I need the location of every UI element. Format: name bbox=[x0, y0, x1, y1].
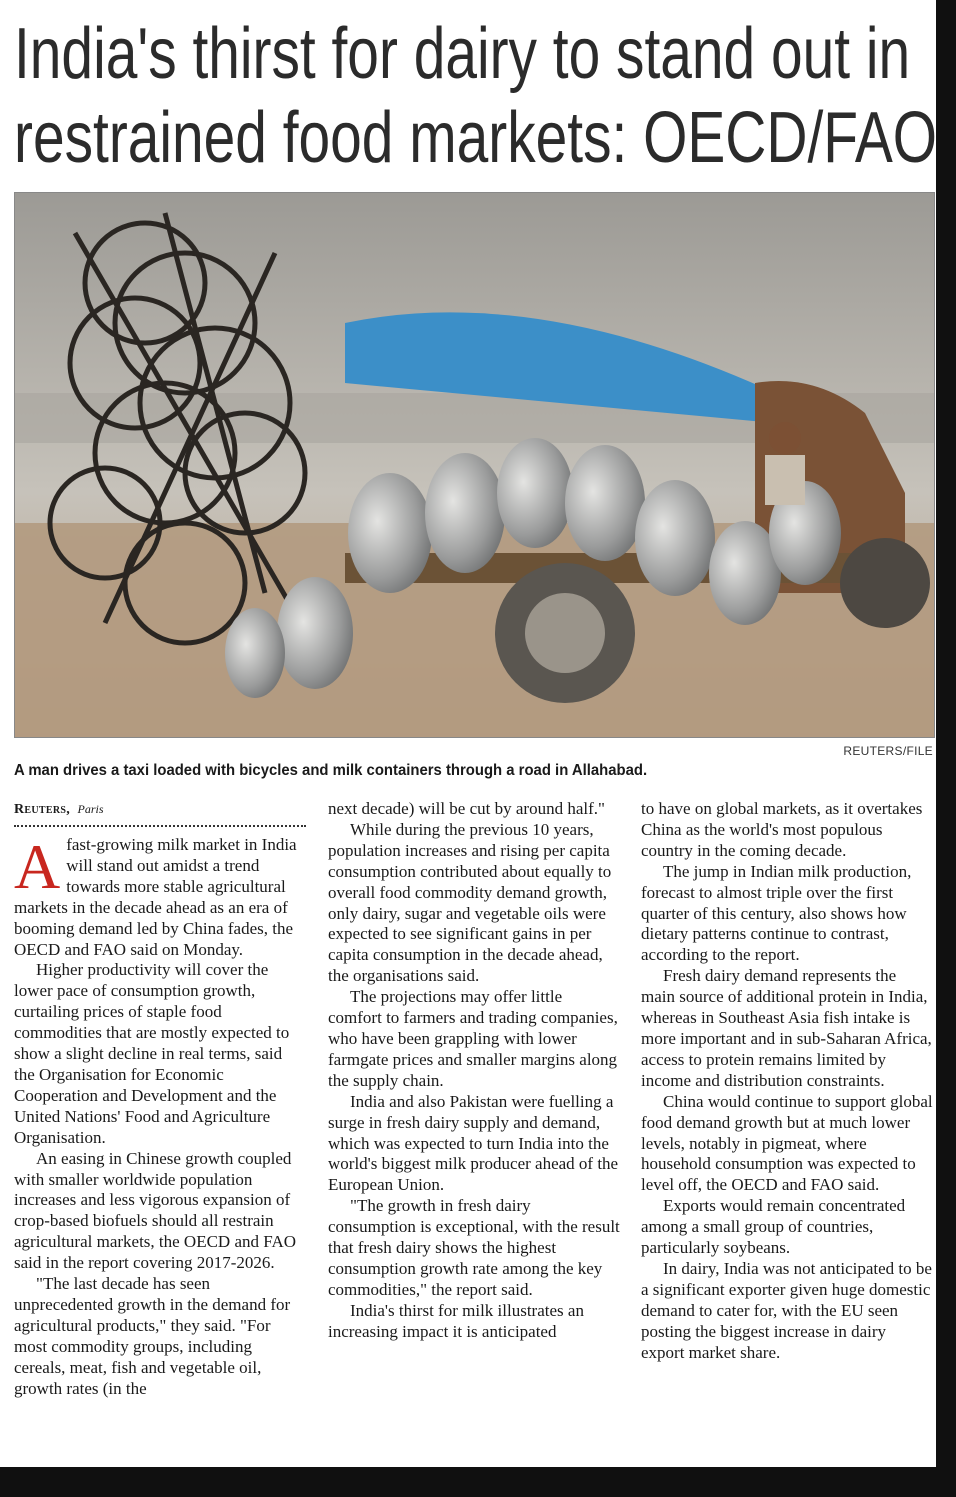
driver bbox=[765, 422, 805, 505]
paragraph: China would continue to support global food demand growth but at much lower levels, notably in pigmeat, where household consumption was expected to level off, the OECD and FAO said. bbox=[641, 1091, 933, 1195]
paragraph: While during the previous 10 years, population increases and rising per capita consumption contributed about equally to overall food commodity demand growth, only dairy, sugar and vegetable oils were expected to see significant gains in per capita consumption in the decade ahead, the organisations said. bbox=[328, 819, 612, 986]
paragraph: "The last decade has seen unprecedented growth in the demand for agricultural products," they said. "For most commodity groups, including cereals, meat, fish and vegetable oil, growth rates (in the bbox=[14, 1274, 291, 1398]
paragraph: next decade) will be cut by around half." bbox=[328, 799, 605, 818]
byline bbox=[14, 799, 306, 819]
paragraph: An easing in Chinese growth coupled with smaller worldwide population increases and less vigorous expansion of crop-based biofuels should all restrain agricultural markets, the OECD and FAO said in the report covering 2017-2026. bbox=[14, 1148, 297, 1273]
article-column-2 bbox=[328, 799, 620, 1467]
front-wheel bbox=[840, 538, 930, 628]
paragraph: to have on global markets, as it overtakes China as the world's most populous country in the coming decade. bbox=[641, 799, 923, 860]
headline-line-1: India's thirst for dairy to stand out in bbox=[14, 14, 911, 94]
paragraph: Exports would remain concentrated among a small group of countries, particularly soybeans. bbox=[641, 1196, 906, 1258]
headline bbox=[14, 12, 938, 180]
paragraph: India's thirst for milk illustrates an increasing impact it is anticipated bbox=[328, 1300, 584, 1341]
paragraph: In dairy, India was not anticipated to be a significant exporter given huge domestic demand to cater for, with the EU seen posting the biggest increase in dairy export market share. bbox=[641, 1258, 932, 1362]
headline-line-2: restrained food markets: OECD/FAO bbox=[14, 98, 938, 178]
article-column-1 bbox=[14, 799, 306, 1467]
byline-location: Paris bbox=[77, 802, 104, 816]
paragraph bbox=[14, 831, 306, 960]
article-column-3 bbox=[641, 799, 933, 1467]
paragraph: Fresh dairy demand represents the main source of additional protein in India, whereas in Southeast Asia fish intake is more important and in sub-Saharan Africa, access to protein remains limited by income and distribution constraints. bbox=[641, 966, 932, 1090]
byline-agency: Reuters, bbox=[14, 802, 71, 817]
paragraph: Higher productivity will cover the lower pace of consumption growth, curtailing prices of staple food commodities that are mostly expected to show a slight decline in real terms, said the Organisation for Economic Cooperation and Development and the United Nations' Food and Agriculture Organisation. bbox=[14, 960, 290, 1147]
photo-caption: A man drives a taxi loaded with bicycles and milk containers through a road in Allahabad. bbox=[14, 762, 648, 779]
page-edge-right bbox=[936, 0, 956, 1497]
news-photo bbox=[14, 192, 935, 738]
photo-illustration bbox=[15, 193, 934, 737]
dotted-divider bbox=[14, 825, 306, 827]
paragraph: The jump in Indian milk production, forecast to almost triple over the first quarter of this century, also shows how dietary patterns continue to contrast, according to the report. bbox=[641, 861, 912, 965]
paragraph-text: fast-growing milk market in India will stand out amidst a trend towards more stable agricultural markets in the decade ahead as an era of booming demand led by China fades, the OECD and FAO said on Monday. bbox=[14, 835, 297, 959]
page-edge-bottom bbox=[0, 1467, 956, 1497]
paragraph: The projections may offer little comfort to farmers and trading companies, who have been grappling with lower farmgate prices and smaller margins along the supply chain. bbox=[328, 987, 618, 1090]
drop-cap: A bbox=[14, 831, 61, 902]
paragraph: "The growth in fresh dairy consumption is exceptional, with the result that fresh dairy shows the highest consumption growth rate among the key commodities," the report said. bbox=[328, 1196, 620, 1299]
paragraph: India and also Pakistan were fuelling a surge in fresh dairy supply and demand, which was expected to turn India into the world's biggest milk producer ahead of the European Union. bbox=[328, 1091, 619, 1195]
photo-credit: REUTERS/FILE bbox=[843, 744, 933, 758]
